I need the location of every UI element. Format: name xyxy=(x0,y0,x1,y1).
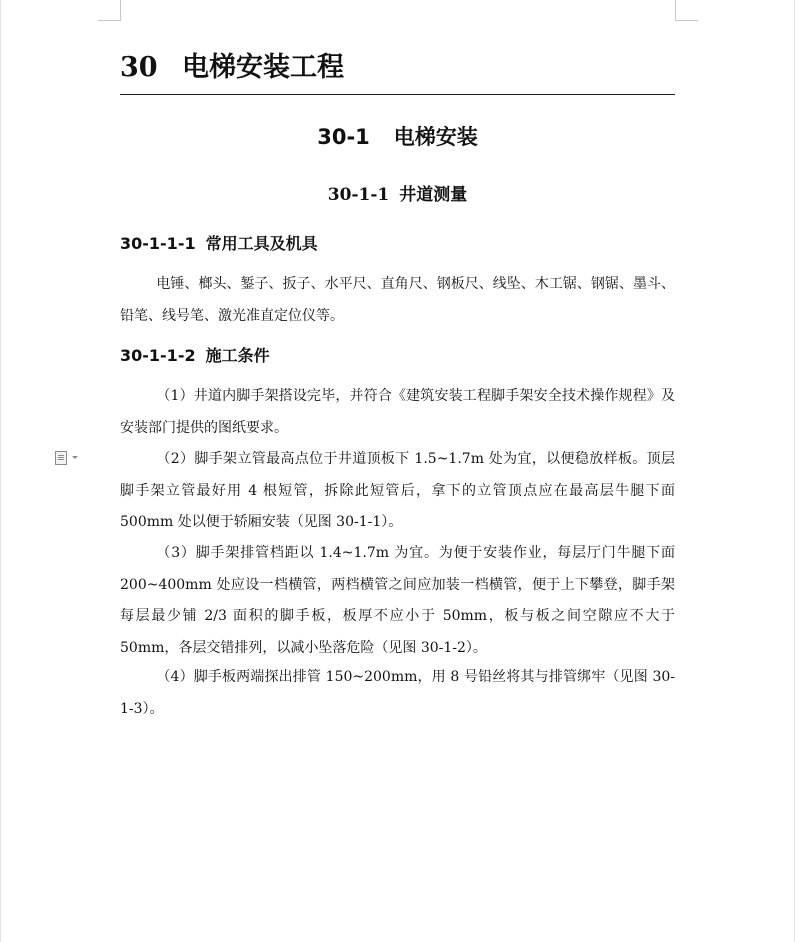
paragraph-tools: 电锤、榔头、錾子、扳子、水平尺、直角尺、钢板尺、线坠、木工锯、钢锯、墨斗、铅笔、线号笔、激光准直定位仪等。 xyxy=(120,276,675,324)
paragraph-condition-3: （3）脚手架排管档距以 1.4~1.7m 为宜。为便于安装作业，每层厅门牛腿下面 200~400mm 处应设一档横管，两档横管之间应加装一档横管，便于上下攀登，脚手架每层最少铺 2/3 面积的脚手板，板厚不应小于 50mm，板与板之间空隙应不大于 50mm，各层交错排列，以减小坠落危险（见图 30-1-2）。 xyxy=(120,545,675,656)
chapter-heading xyxy=(120,48,675,95)
chevron-down-icon[interactable] xyxy=(72,456,78,459)
crop-mark-top-right xyxy=(675,0,698,21)
heading-conditions xyxy=(120,343,675,369)
subsection-heading xyxy=(120,180,675,210)
crop-mark-top-left xyxy=(98,0,121,21)
chapter-title: 电梯安装工程 xyxy=(182,52,344,83)
page-left-edge xyxy=(0,0,1,942)
paragraph-condition-1: （1）井道内脚手架搭设完毕，并符合《建筑安装工程脚手架安全技术操作规程》及安装部门提供的图纸要求。 xyxy=(120,388,675,436)
section-number: 30-1 xyxy=(317,125,370,149)
heading-tools xyxy=(120,231,675,257)
section-title: 电梯安装 xyxy=(393,125,478,149)
subsection-number: 30-1-1 xyxy=(327,185,390,205)
heading-number: 30-1-1-2 xyxy=(120,346,196,365)
paragraph-condition-4: （4）脚手板两端探出排管 150~200mm，用 8 号铅丝将其与排管绑牢（见图 30-1-3）。 xyxy=(120,669,675,717)
heading-title: 常用工具及机具 xyxy=(205,234,318,253)
paragraph-condition-2: （2）脚手架立管最高点位于井道顶板下 1.5~1.7m 处为宜，以便稳放样板。顶层脚手架立管最好用 4 根短管，拆除此短管后，拿下的立管顶点应在最高层牛腿下面 500mm 处以便于轿厢安装（见图 30-1-1）。 xyxy=(120,451,675,530)
chapter-number: 30 xyxy=(120,52,158,83)
section-heading xyxy=(120,120,675,154)
document-icon[interactable] xyxy=(55,451,67,465)
heading-number: 30-1-1-1 xyxy=(120,234,196,253)
heading-title: 施工条件 xyxy=(205,346,270,365)
subsection-title: 井道测量 xyxy=(399,185,468,205)
